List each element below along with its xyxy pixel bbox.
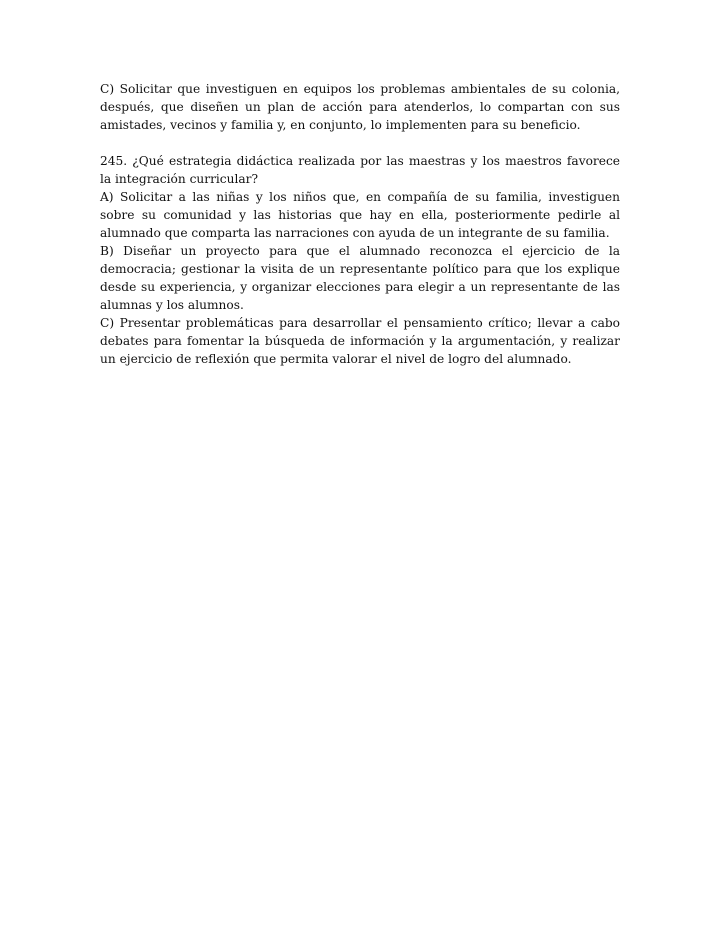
previous-question-option-c: C) Solicitar que investiguen en equipos los problemas ambientales de su colonia, después, que diseñen un plan de acción para atenderlos, lo compartan con sus amistades, vecinos y familia y, en conjunto, lo implementen para su beneficio. (100, 82, 620, 132)
question-245-text: 245. ¿Qué estrategia didáctica realizada por las maestras y los maestros favorece la integración curricular? (100, 154, 620, 186)
question-245-option-c: C) Presentar problemáticas para desarrollar el pensamiento crítico; llevar a cabo debates para fomentar la búsqueda de información y la argumentación, y realizar un ejercicio de reflexión que permita valorar el nivel de logro del alumnado. (100, 316, 620, 366)
paragraph-spacer (100, 134, 620, 152)
question-245-option-a: A) Solicitar a las niñas y los niños que, en compañía de su familia, investiguen sobre su comunidad y las historias que hay en ella, posteriormente pedirle al alumnado que comparta las narraciones con ayuda de un integrante de su familia. (100, 190, 620, 240)
question-245-option-b: B) Diseñar un proyecto para que el alumnado reconozca el ejercicio de la democracia; gestionar la visita de un representante político para que los explique desde su experiencia, y organizar elecciones para elegir a un representante de las alumnas y los alumnos. (100, 244, 620, 312)
document-body (100, 80, 620, 368)
